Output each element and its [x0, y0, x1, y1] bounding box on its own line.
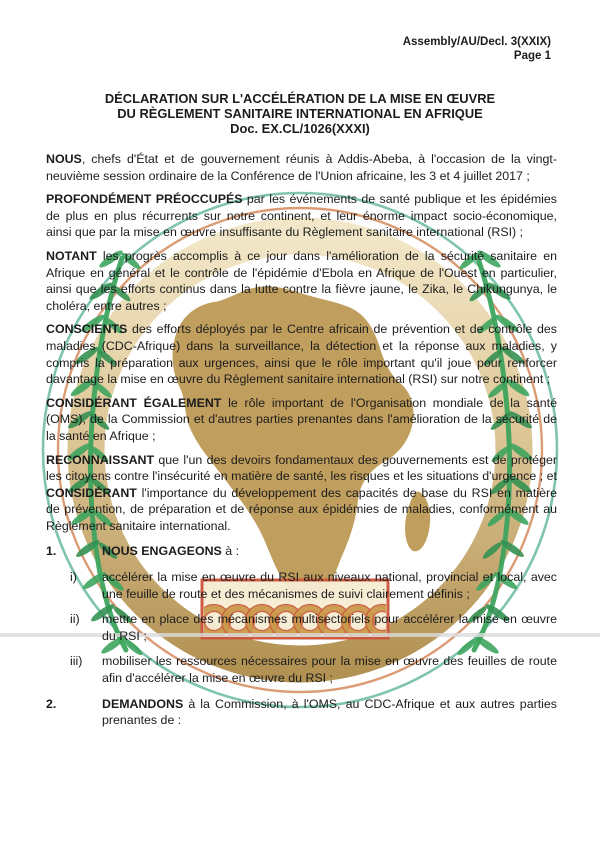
paragraph — [46, 191, 557, 241]
subitem-text: mettre en place des mécanismes multisectoriels pour accélérer la mise en œuvre du RSI ; — [102, 612, 557, 643]
paragraph — [46, 248, 557, 314]
item-number: 2. — [46, 696, 57, 711]
paragraph-lead-text: CONSIDÉRANT ÉGALEMENT — [46, 395, 222, 410]
paragraph-text: à : — [221, 544, 240, 559]
subitem-marker: iii) — [70, 654, 83, 669]
document-body — [46, 151, 557, 729]
title-line-3: Doc. EX.CL/1026(XXXI) — [230, 121, 370, 136]
title-line-2: DU RÈGLEMENT SANITAIRE INTERNATIONAL EN AFRIQUE — [117, 106, 483, 121]
subitem-text: accélérer la mise en œuvre du RSI aux niveaux national, provincial et local, avec une feuille de route et des mécanismes de suivi clairement définis ; — [102, 570, 557, 601]
numbered-item-head — [46, 543, 557, 560]
title-line-1: DÉCLARATION SUR L'ACCÉLÉRATION DE LA MISE EN ŒUVRE — [104, 91, 496, 106]
paragraph — [46, 321, 557, 387]
item-text — [102, 543, 557, 560]
roman-subitem — [70, 611, 557, 644]
paragraph-text: à la Commission, à l'OMS, au CDC-Afrique et aux autres parties prenantes de : — [102, 696, 557, 728]
numbered-item — [46, 543, 557, 686]
roman-subitem — [70, 653, 557, 686]
item-text — [102, 696, 557, 729]
paragraph-text: le rôle important de l'Organisation mondiale de la santé (OMS), de la Commission et d'autres parties prenantes dans l'amélioration de la sécurité de la santé en Afrique ; — [46, 395, 557, 443]
paragraph-text: des efforts déployés par le Centre africain de prévention et de contrôle des maladies (CDC-Afrique) dans la surveillance, la détection et la réponse aux maladies, y compris la préparation aux urgences, ainsi que le rôle important qu'il joue pour renforcer davantage la mise en œuvre du Règlement sanitaire international (RSI) sur notre continent ; — [46, 322, 557, 387]
subitem-marker: ii) — [70, 612, 80, 627]
paragraph-lead-text: DEMANDONS — [102, 696, 184, 711]
roman-subitem — [70, 569, 557, 602]
paragraph-lead-text: CONSIDÉRANT — [46, 485, 137, 500]
paragraph-lead-text: PROFONDÉMENT PRÉOCCUPÉS — [46, 192, 243, 207]
paragraph — [46, 452, 557, 535]
paragraph-text: que l'un des devoirs fondamentaux des gouvernements est de protéger les citoyens contre l'insécurité en matière de santé, les risques et les situations d'urgence ; et — [46, 452, 557, 484]
numbered-item-head — [46, 696, 557, 729]
paragraph-text: par les événements de santé publique et les épidémies de plus en plus récurrents sur notre continent, et leur énorme impact socio-économique, ainsi que par la mise en œuvre insuffisante du Règlement sanitaire international (RSI) ; — [46, 192, 558, 240]
paragraph — [46, 151, 557, 184]
numbered-item — [46, 696, 557, 729]
paragraph-text: , chefs d'État et de gouvernement réunis à Addis-Abeba, à l'occasion de la vingt-neuvième session ordinaire de la Conférence de l'Union africaine, les 3 et 4 juillet 2017 ; — [46, 152, 557, 183]
page-header — [403, 36, 551, 63]
paragraph-text: l'importance du développement des capacités de base du RSI en matière de prévention, de préparation et de réponse aux épidémies de maladies, conformément au Règlement sanitaire international. — [46, 485, 557, 533]
item-number: 1. — [46, 544, 57, 559]
paragraph — [46, 395, 557, 445]
document-title — [0, 91, 600, 136]
page-number: Page 1 — [513, 49, 551, 62]
paragraph-lead-text: NOUS ENGAGEONS — [102, 544, 222, 559]
paragraph-lead-text: CONSCIENTS — [46, 322, 128, 337]
paragraph-text: les progrès accomplis à ce jour dans l'amélioration de la sécurité sanitaire en Afrique en général et le contrôle de l'épidémie d'Ebola en Afrique de l'Ouest en particulier, ainsi que les efforts continus dans la lutte contre la fièvre jaune, le Zika, le Chikungunya, le choléra, entre autres ; — [46, 248, 557, 313]
subitem-text: mobiliser les ressources nécessaires pour la mise en œuvre des feuilles de route afin d'accélérer la mise en œuvre du RSI ; — [102, 654, 557, 686]
paragraph-lead-text: NOTANT — [46, 248, 97, 263]
subitem-marker: i) — [70, 570, 77, 585]
paragraph-lead-text: NOUS — [46, 152, 82, 166]
doc-reference: Assembly/AU/Decl. 3(XXIX) — [402, 36, 551, 48]
paragraph-lead-text: RECONNAISSANT — [46, 452, 155, 467]
